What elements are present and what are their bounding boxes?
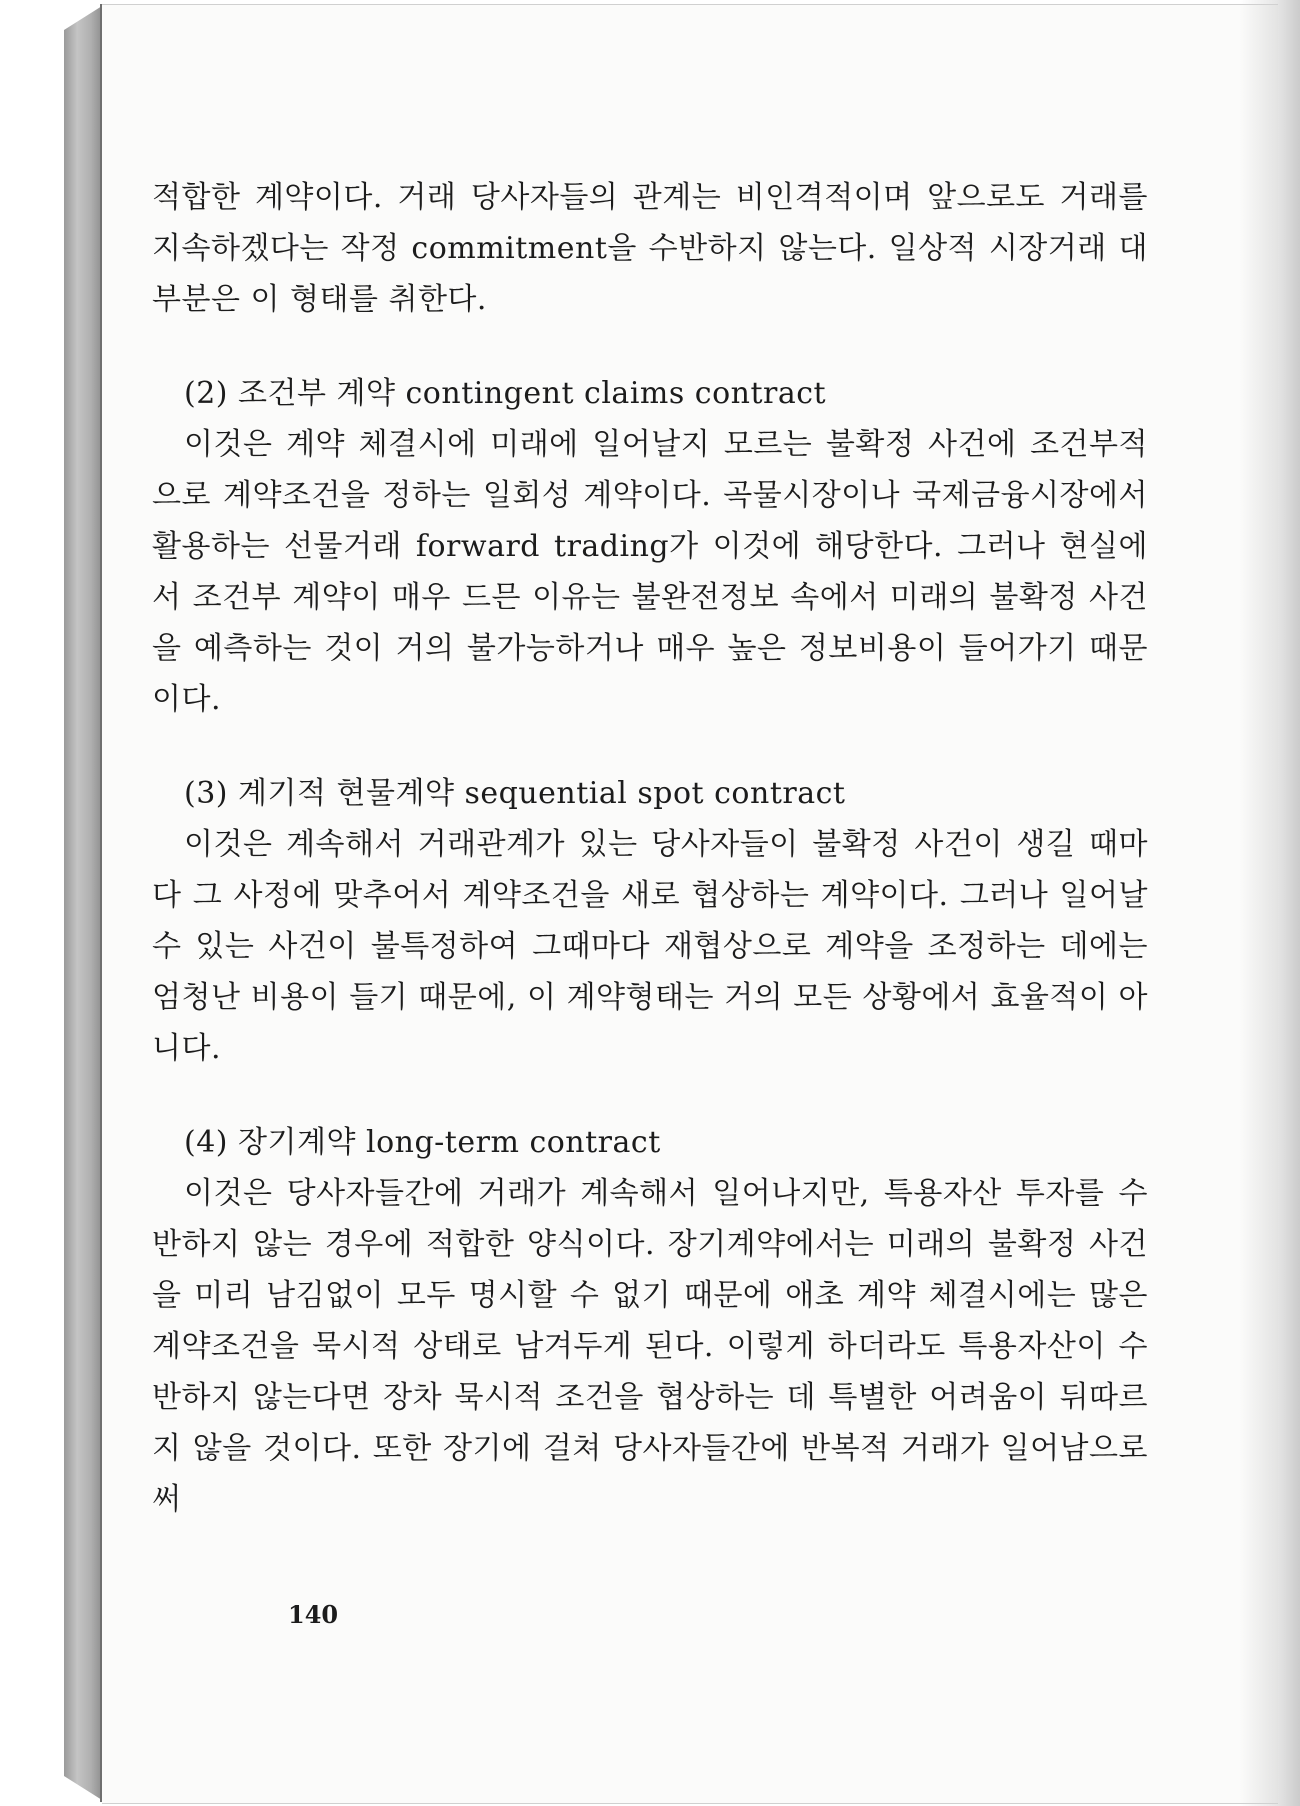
section-3-body: 이것은 계속해서 거래관계가 있는 당사자들이 불확정 사건이 생길 때마다 그 사정에 맞추어서 계약조건을 새로 협상하는 계약이다. 그러나 일어날 수 있는 사건이 불특정하여 그때마다 재협상으로 계약을 조정하는 데에는 엄청난 비용이 들기 때문에, 이 계약형태는 거의 모든 상황에서 효율적이 아니다. <box>152 827 1148 1066</box>
section-2-heading: (2) 조건부 계약 contingent claims contract <box>184 376 827 411</box>
book-spine <box>64 6 102 1800</box>
page-body <box>152 172 1148 1525</box>
section-4-body: 이것은 당사자들간에 거래가 계속해서 일어나지만, 특용자산 투자를 수반하지 않는 경우에 적합한 양식이다. 장기계약에서는 미래의 불확정 사건을 미리 남김없이 모두 명시할 수 없기 때문에 애초 계약 체결시에는 많은 계약조건을 묵시적 상태로 남겨두게 된다. 이렇게 하더라도 특용자산이 수반하지 않는다면 장차 묵시적 조건을 협상하는 데 특별한 어려움이 뒤따르지 않을 것이다. 또한 장기에 걸쳐 당사자들간에 반복적 거래가 일어남으로써 <box>152 1176 1148 1517</box>
intro-paragraph: 적합한 계약이다. 거래 당사자들의 관계는 비인격적이며 앞으로도 거래를 지속하겠다는 작정 commitment을 수반하지 않는다. 일상적 시장거래 대부분은 이 형태를 취한다. <box>152 180 1148 317</box>
section-3-heading: (3) 계기적 현물계약 sequential spot contract <box>184 776 846 811</box>
page-number: 140 <box>288 1600 339 1629</box>
page-curl-shadow <box>1240 0 1300 1806</box>
page-edge-line <box>100 4 102 1802</box>
section-2-body: 이것은 계약 체결시에 미래에 일어날지 모르는 불확정 사건에 조건부적으로 계약조건을 정하는 일회성 계약이다. 곡물시장이나 국제금융시장에서 활용하는 선물거래 forward trading가 이것에 해당한다. 그러나 현실에서 조건부 계약이 매우 드믄 이유는 불완전정보 속에서 미래의 불확정 사건을 예측하는 것이 거의 불가능하거나 매우 높은 정보비용이 들어가기 때문이다. <box>152 427 1148 717</box>
section-4-heading: (4) 장기계약 long-term contract <box>184 1125 661 1160</box>
